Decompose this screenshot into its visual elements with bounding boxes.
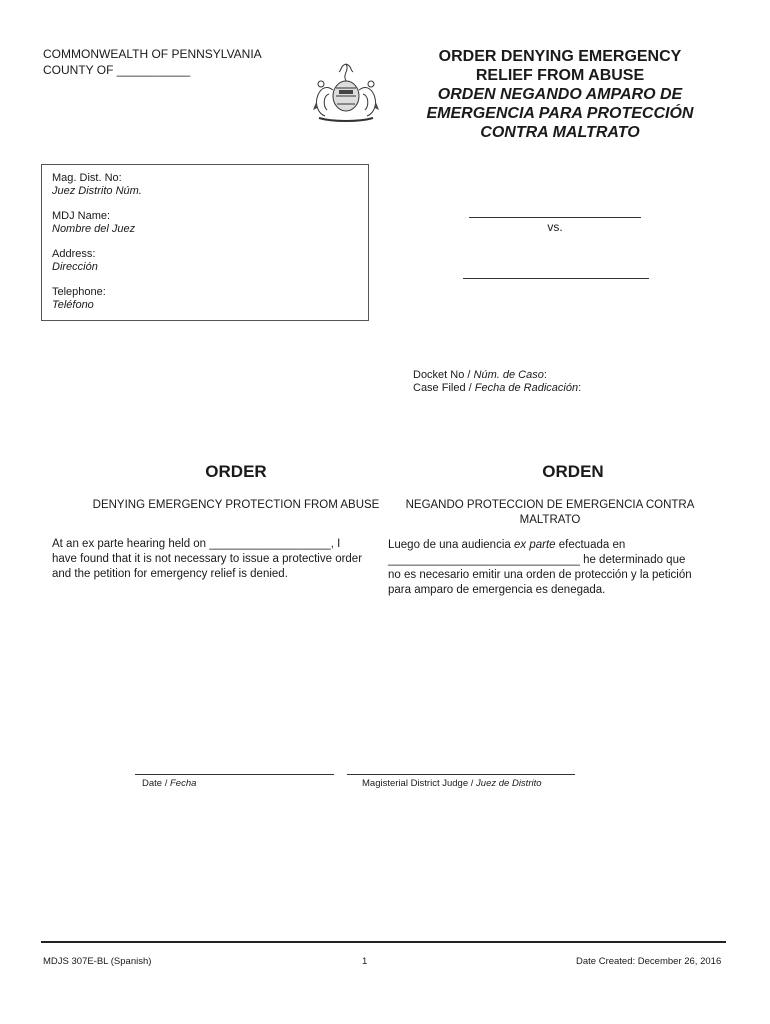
orden-subheading-line-2: MALTRATO [519,514,581,526]
order-en-line-2: have found that it is not necessary to issue a protective order [52,553,363,565]
docket-number-field[interactable]: Docket No / Núm. de Caso: [413,369,547,381]
state-seal-icon [309,60,383,124]
address-label: Address: [52,248,96,260]
order-body-en [52,537,375,582]
order-en-line-1: At an ex parte hearing held on ___________________, I [52,538,341,550]
title-es-line-3: CONTRA MALTRATO [480,124,640,141]
case-filed-field[interactable]: Case Filed / Fecha de Radicación: [413,382,582,394]
case-filed-label-es: Fecha de Radicación [474,382,579,394]
mdj-name-label: MDJ Name: [52,210,111,222]
title-es-line-2: EMERGENCIA PARA PROTECCIÓN [426,105,694,122]
orden-subheading [390,498,710,528]
defendant-line[interactable] [463,278,649,279]
order-body-es [388,538,704,598]
order-es-line-2: ______________________________ he determinado que [388,554,686,566]
date-label: Date / Fecha [142,778,197,789]
plaintiff-line[interactable] [469,217,641,218]
mag-dist-field[interactable] [52,172,358,198]
judge-signature-line[interactable] [347,774,575,775]
order-es-line-4: para amparo de emergencia es denegada. [388,584,606,596]
mag-dist-label: Mag. Dist. No: [52,172,122,184]
mdj-name-label-es: Nombre del Juez [52,223,136,235]
judge-label: Magisterial District Judge / Juez de Distrito [362,778,542,789]
title-es-line-1: ORDEN NEGANDO AMPARO DE [437,86,683,103]
mag-dist-label-es: Juez Distrito Núm. [52,185,142,197]
order-en-line-3: and the petition for emergency relief is denied. [52,568,288,580]
order-es-line-3: no es necesario emitir una orden de protección y la petición [388,569,692,581]
footer-divider [41,941,726,943]
title-en-line-2: RELIEF FROM ABUSE [475,67,645,84]
court-header [43,46,262,78]
order-subheading: DENYING EMERGENCY PROTECTION FROM ABUSE [92,499,380,511]
address-label-es: Dirección [52,261,98,273]
telephone-label: Telephone: [52,286,106,298]
orden-heading: ORDEN [542,462,604,481]
order-heading: ORDER [205,462,267,481]
address-field[interactable] [52,248,358,274]
judge-info-box [41,164,369,321]
telephone-label-es: Teléfono [52,299,94,311]
form-id: MDJS 307E-BL (Spanish) [43,956,152,967]
order-es-line-1: Luego de una audiencia ex parte efectuada en [388,539,626,551]
docket-label: Docket No / [413,369,471,381]
document-title [395,47,725,142]
page-number: 1 [362,956,368,967]
date-signature-line[interactable] [135,774,334,775]
county-label: COUNTY OF ___________ [43,63,191,77]
case-filed-label: Case Filed / [413,382,472,394]
commonwealth-label: COMMONWEALTH OF PENNSYLVANIA [43,47,262,61]
mdj-name-field[interactable] [52,210,358,236]
title-en-line-1: ORDER DENYING EMERGENCY [438,48,682,65]
versus-label: vs. [547,220,563,234]
docket-label-es: Núm. de Caso [473,369,544,381]
date-created: Date Created: December 26, 2016 [576,956,722,967]
orden-subheading-line-1: NEGANDO PROTECCION DE EMERGENCIA CONTRA [405,499,695,511]
telephone-field[interactable] [52,286,358,312]
